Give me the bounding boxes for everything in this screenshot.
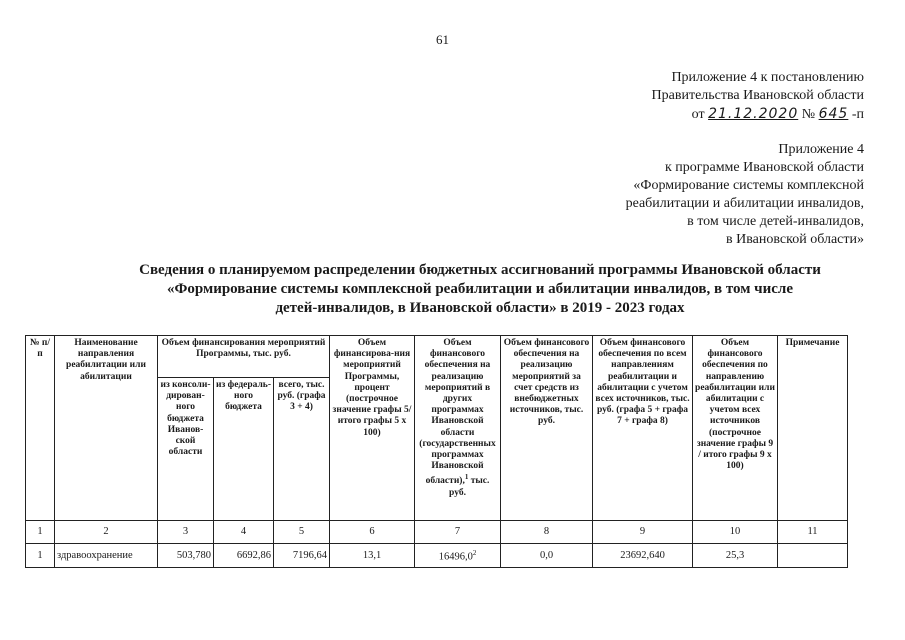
appendix-line: в том числе детей-инвалидов, bbox=[687, 214, 864, 229]
column-number: 8 bbox=[501, 521, 593, 544]
budget-allocation-table bbox=[25, 335, 848, 568]
appendix-line: Приложение 4 bbox=[778, 142, 864, 157]
row-by-direction: 25,3 bbox=[693, 544, 778, 568]
appendix-line: Приложение 4 к постановлению bbox=[671, 70, 864, 85]
from-label: от bbox=[691, 107, 705, 122]
row-percent: 13,1 bbox=[330, 544, 415, 568]
column-number: 9 bbox=[593, 521, 693, 544]
row-all-directions: 23692,640 bbox=[593, 544, 693, 568]
column-number: 10 bbox=[693, 521, 778, 544]
row-other-programs bbox=[415, 544, 501, 568]
column-number: 1 bbox=[26, 521, 55, 544]
footnote-marker: 1 bbox=[464, 473, 469, 482]
column-number: 2 bbox=[55, 521, 158, 544]
appendix-line: «Формирование системы комплексной bbox=[633, 178, 864, 193]
appendix-resolution-block bbox=[652, 69, 864, 124]
appendix-program-block bbox=[626, 141, 864, 249]
header-name: Наименование направления реабилитации или абилитации bbox=[55, 336, 158, 521]
header-by-direction: Объем финансового обеспечения по направлению реабилитации или абилитации с учетом всех источников (построчное значение графы 9 / итого графы 9 х 100) bbox=[693, 336, 778, 521]
other-programs-unit: тыс. руб. bbox=[449, 476, 490, 498]
header-all-directions: Объем финансового обеспечения по всем направлениям реабилитации и абилитации с учетом всех источников, тыс. руб. (графа 5 + графа 7 + графа 8) bbox=[593, 336, 693, 521]
row-extrabudget: 0,0 bbox=[501, 544, 593, 568]
other-programs-text: Объем финансового обеспечения на реализацию мероприятий в других программах Ивановской области (государственных программах Ивановской области), bbox=[419, 338, 496, 487]
row-other-programs-value: 16496,0 bbox=[438, 551, 473, 563]
title-line: «Формирование системы комплексной реабилитации и абилитации инвалидов, в том числе bbox=[166, 281, 793, 297]
column-number: 4 bbox=[214, 521, 274, 544]
appendix-line: к программе Ивановской области bbox=[664, 160, 864, 175]
header-other-programs bbox=[415, 336, 501, 521]
column-number: 11 bbox=[778, 521, 848, 544]
header-extrabudget: Объем финансового обеспечения на реализацию мероприятий за счет средств из внебюджетных источников, тыс. руб. bbox=[501, 336, 593, 521]
row-federal: 6692,86 bbox=[214, 544, 274, 568]
header-num: № п/п bbox=[26, 336, 55, 521]
appendix-line: Правительства Ивановской области bbox=[651, 88, 864, 103]
document-title bbox=[60, 261, 900, 318]
number-label: № bbox=[801, 107, 816, 122]
appendix-line: в Ивановской области» bbox=[726, 232, 864, 247]
appendix-date-line bbox=[652, 105, 864, 124]
row-name: здравоохранение bbox=[55, 544, 158, 568]
column-number: 3 bbox=[158, 521, 214, 544]
row-note bbox=[778, 544, 848, 568]
page-number: 61 bbox=[436, 32, 449, 47]
header-financing-group: Объем финансирования мероприятий Программы, тыс. руб. bbox=[158, 336, 330, 378]
resolution-date: 21.12.2020 bbox=[708, 106, 799, 122]
header-federal: из федераль-ного бюджета bbox=[214, 378, 274, 521]
header-total: всего, тыс. руб. (графа 3 + 4) bbox=[274, 378, 330, 521]
appendix-line: реабилитации и абилитации инвалидов, bbox=[625, 196, 864, 211]
header-note: Примечание bbox=[778, 336, 848, 521]
header-consolidated: из консоли-дирован-ного бюджета Иванов-ской области bbox=[158, 378, 214, 521]
column-number: 5 bbox=[274, 521, 330, 544]
footnote-marker: 2 bbox=[472, 549, 477, 558]
column-number: 7 bbox=[415, 521, 501, 544]
header-percent: Объем финансирова-ния мероприятий Программы, процент (построчное значение графы 5/итого графы 5 х 100) bbox=[330, 336, 415, 521]
table-row bbox=[26, 544, 848, 568]
number-suffix: -п bbox=[851, 107, 864, 122]
resolution-number: 645 bbox=[818, 106, 849, 122]
row-num: 1 bbox=[26, 544, 55, 568]
row-total: 7196,64 bbox=[274, 544, 330, 568]
row-consolidated: 503,780 bbox=[158, 544, 214, 568]
column-number: 6 bbox=[330, 521, 415, 544]
title-line: детей-инвалидов, в Ивановской области» в 2019 - 2023 годах bbox=[275, 300, 685, 316]
title-line: Сведения о планируемом распределении бюджетных ассигнований программы Ивановской области bbox=[139, 262, 821, 278]
